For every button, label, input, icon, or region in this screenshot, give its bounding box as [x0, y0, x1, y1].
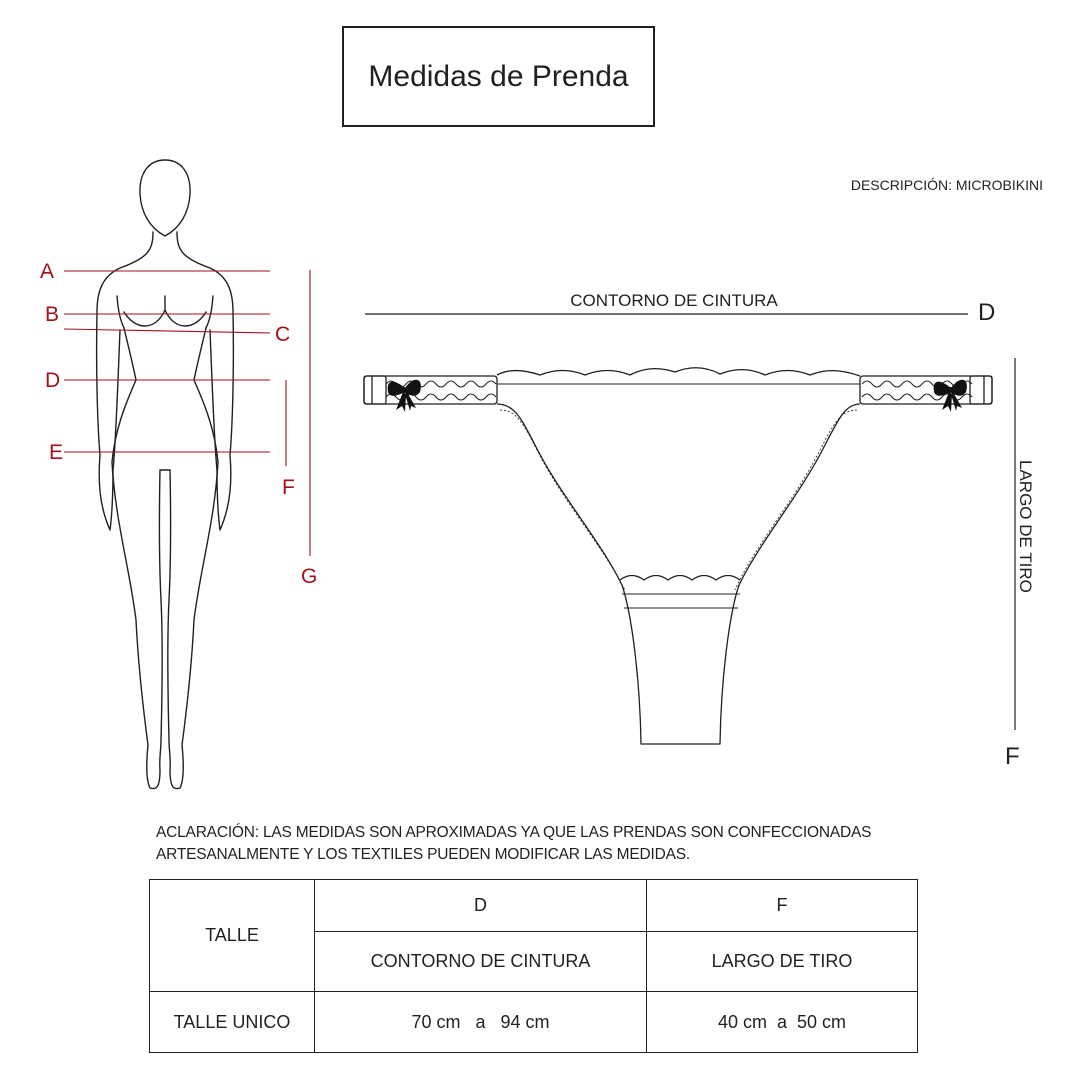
right-strap [860, 376, 992, 404]
column-name-rise: LARGO DE TIRO [647, 932, 918, 992]
label-b: B [45, 303, 60, 326]
left-strap-slider [364, 376, 386, 404]
left-strap [364, 376, 497, 404]
waist-value: 70 cm a 94 cm [315, 992, 647, 1053]
waistband-scallop [497, 368, 860, 376]
page-title: Medidas de Prenda [368, 60, 629, 93]
body-guide-lines [64, 270, 310, 556]
label-e: E [49, 441, 64, 464]
crotch-trim [620, 576, 740, 581]
column-letter-d: D [315, 880, 647, 932]
bikini-garment [364, 368, 992, 744]
body-silhouette [97, 160, 234, 789]
waist-hip-outline [112, 328, 218, 462]
left-bow-icon [388, 380, 421, 412]
head-outline [140, 160, 190, 236]
front-panel [497, 404, 860, 744]
waist-label: CONTORNO DE CINTURA [570, 291, 778, 310]
column-name-waist: CONTORNO DE CINTURA [315, 932, 647, 992]
label-d: D [45, 369, 61, 392]
right-strap-slider [970, 376, 992, 404]
torso-outline [97, 232, 234, 530]
rise-letter: F [1005, 743, 1020, 770]
right-bow-icon [934, 380, 967, 412]
disclaimer-note: ACLARACIÓN: LAS MEDIDAS SON APROXIMADAS YA QUE LAS PRENDAS SON CONFECCIONADAS ARTESANALMENTE Y LOS TEXTILES PUEDEN MODIFICAR LAS MEDIDAS. [156, 824, 872, 863]
size-table [149, 879, 918, 1053]
body-guide-labels [40, 260, 317, 588]
waist-letter: D [978, 299, 996, 326]
label-c: C [275, 323, 291, 346]
legs-outline [112, 462, 218, 789]
label-g: G [301, 565, 318, 588]
label-f: F [282, 476, 295, 499]
garment-description: DESCRIPCIÓN: MICROBIKINI [850, 177, 1043, 193]
size-header: TALLE [150, 880, 315, 992]
bust-outline [117, 296, 213, 328]
rise-value: 40 cm a 50 cm [647, 992, 918, 1053]
size-row-label: TALLE UNICO [150, 992, 315, 1053]
rise-label: LARGO DE TIRO [1016, 460, 1035, 593]
front-panel-stitch [500, 410, 857, 590]
guide-line-c [64, 329, 270, 333]
column-letter-f: F [647, 880, 918, 932]
label-a: A [40, 260, 55, 283]
